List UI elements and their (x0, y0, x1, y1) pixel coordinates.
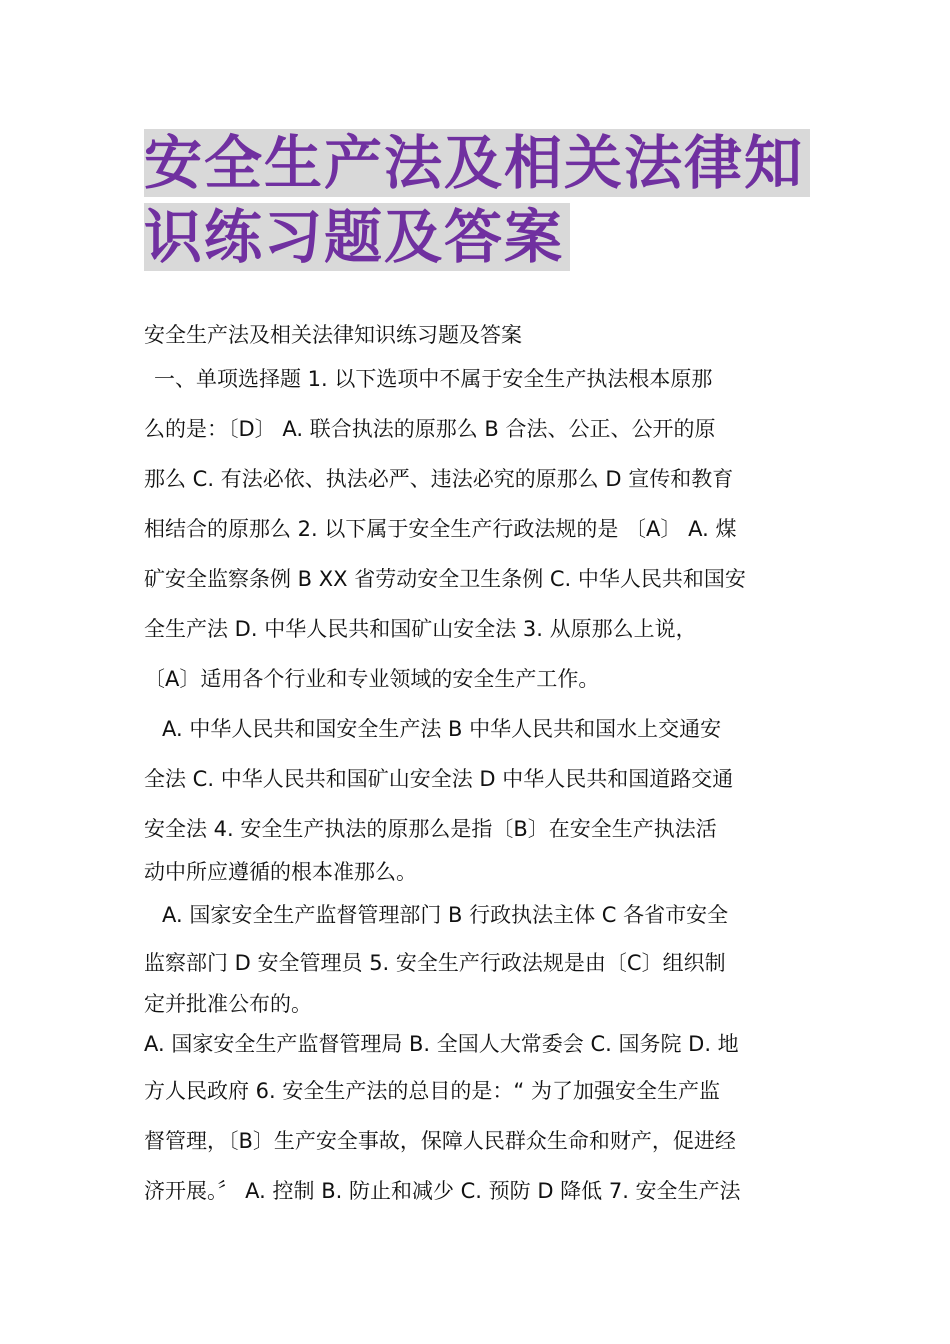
text-line: A. 中华人民共和国安全生产法 B 中华人民共和国水上交通安 (162, 717, 722, 741)
document-title (144, 128, 814, 276)
text-line: 全法 C. 中华人民共和国矿山安全法 D 中华人民共和国道路交通 (144, 767, 734, 791)
title-line-1: 安全生产法及相关法律知 (144, 129, 810, 197)
text-line: 方人民政府 6. 安全生产法的总目的是：“ 为了加强安全生产监 (144, 1079, 720, 1103)
text-line: 济开展。〞 A. 控制 B. 防止和减少 C. 预防 D 降低 7. 安全生产法 (144, 1179, 741, 1203)
text-line: 定并批准公布的。 (144, 992, 312, 1016)
text-line: 一、单项选择题 1. 以下选项中不属于安全生产执法根本原那 (154, 367, 713, 391)
subtitle-line: 安全生产法及相关法律知识练习题及答案 (144, 323, 522, 347)
text-line: 相结合的原那么 2. 以下属于安全生产行政法规的是 〔A〕 A. 煤 (144, 517, 737, 541)
text-line: 〔A〕适用各个行业和专业领域的安全生产工作。 (144, 667, 600, 691)
title-line-2: 识练习题及答案 (144, 203, 570, 271)
text-line: 动中所应遵循的根本准那么。 (144, 860, 417, 884)
text-line: 监察部门 D 安全管理员 5. 安全生产行政法规是由〔C〕组织制 (144, 951, 726, 975)
text-line: 督管理，〔B〕生产安全事故，保障人民群众生命和财产，促进经 (144, 1129, 736, 1153)
text-line: A. 国家安全生产监督管理部门 B 行政执法主体 C 各省市安全 (162, 903, 729, 927)
text-line: 那么 C. 有法必依、执法必严、违法必究的原那么 D 宣传和教育 (144, 467, 734, 491)
document-body (144, 316, 808, 1216)
text-line: 全生产法 D. 中华人民共和国矿山安全法 3. 从原那么上说， (144, 617, 697, 641)
text-line: 矿安全监察条例 B XX 省劳动安全卫生条例 C. 中华人民共和国安 (144, 567, 746, 591)
text-line: 安全法 4. 安全生产执法的原那么是指〔B〕在安全生产执法活 (144, 817, 717, 841)
text-line: 么的是：〔D〕 A. 联合执法的原那么 B 合法、公正、公开的原 (144, 417, 716, 441)
text-line: A. 国家安全生产监督管理局 B. 全国人大常委会 C. 国务院 D. 地 (144, 1032, 739, 1056)
